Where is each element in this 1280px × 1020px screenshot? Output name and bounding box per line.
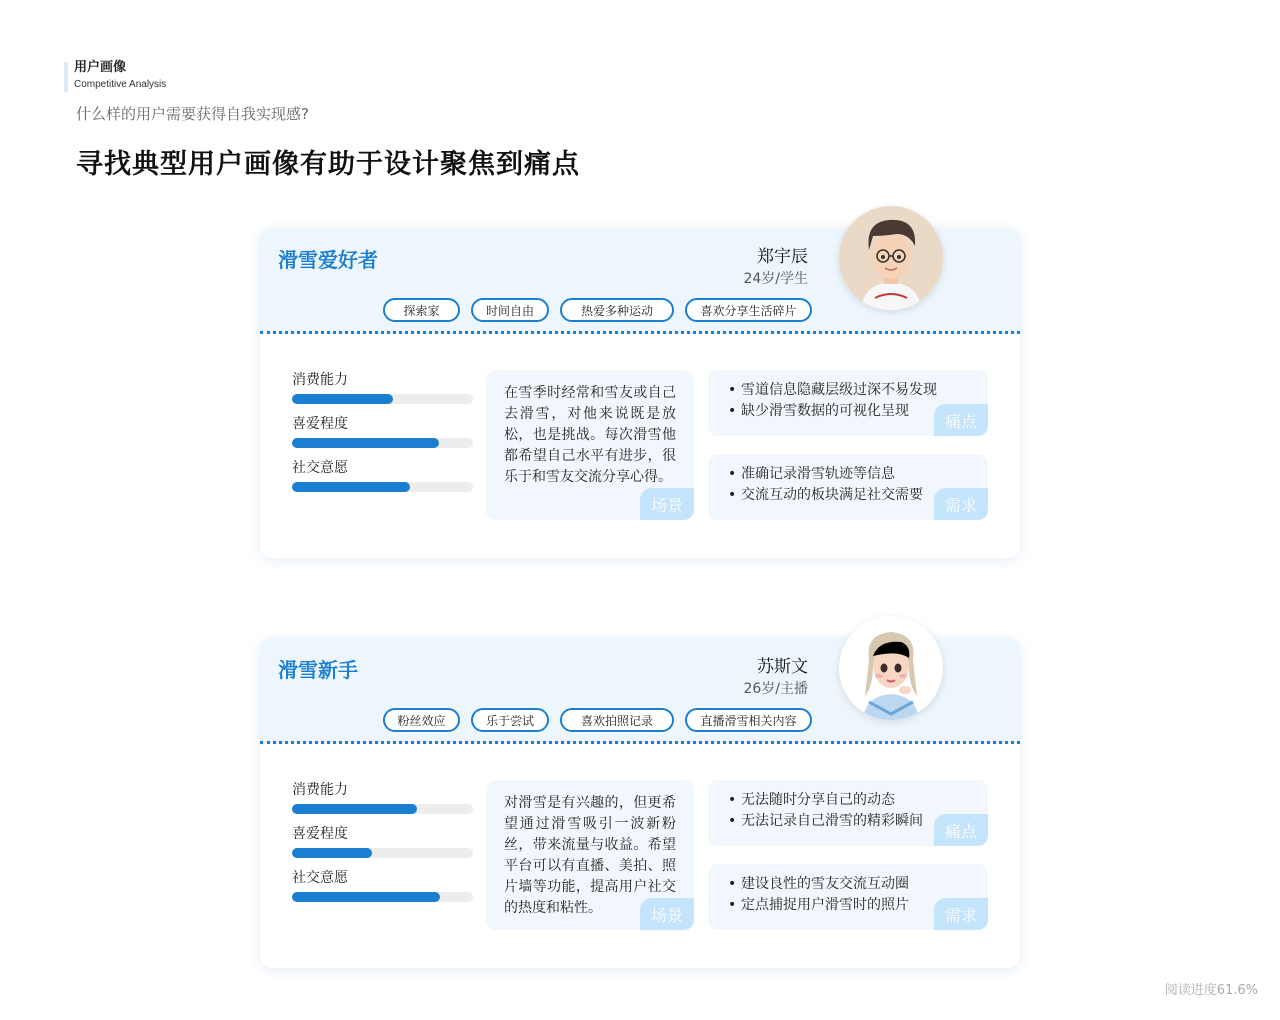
metric-label: 喜爱程度: [292, 416, 348, 432]
tag-list: [383, 708, 812, 732]
metric-label: 社交意愿: [292, 460, 348, 476]
metric-label: 社交意愿: [292, 870, 348, 886]
scene-text: 对滑雪是有兴趣的，但更希望通过滑雪吸引一波新粉丝，带来流量与收益。希望平台可以有直播、美拍、照片墙等功能，提高用户社交的热度和粘性。: [504, 795, 676, 916]
pain-panel: [708, 370, 988, 436]
persona-card: [260, 228, 1020, 558]
metric-bar: [292, 438, 439, 448]
scene-panel: [486, 780, 694, 930]
metric-label: 消费能力: [292, 782, 348, 798]
scene-label: 场景: [640, 898, 694, 930]
persona-meta: 26岁/主播: [743, 681, 808, 697]
female-avatar-icon: [839, 616, 943, 720]
page-headline: 寻找典型用户画像有助于设计聚焦到痛点: [76, 149, 580, 180]
section-subtitle: Competitive Analysis: [74, 79, 167, 90]
pain-label: 痛点: [934, 814, 988, 846]
metric-bar: [292, 848, 372, 858]
tag-list: [383, 298, 812, 322]
pain-item: • 缺少滑雪数据的可视化呈现: [728, 401, 988, 422]
persona-tag: 粉丝效应: [383, 708, 460, 732]
persona-name: 苏斯文: [757, 657, 808, 677]
metric-item: [292, 414, 473, 458]
metric-bar: [292, 394, 393, 404]
scene-label: 场景: [640, 488, 694, 520]
need-item: • 建设良性的雪友交流互动圈: [728, 874, 988, 895]
pain-panel: [708, 780, 988, 846]
persona-tag: 喜欢拍照记录: [560, 708, 674, 732]
metric-label: 喜爱程度: [292, 826, 348, 842]
need-label: 需求: [934, 488, 988, 520]
persona-type: 滑雪新手: [278, 658, 358, 682]
pain-item: • 雪道信息隐藏层级过深不易发现: [728, 380, 988, 401]
need-panel: [708, 864, 988, 930]
metric-item: [292, 458, 473, 502]
persona-tag: 乐于尝试: [471, 708, 549, 732]
need-item: • 交流互动的板块满足社交需要: [728, 485, 988, 506]
metric-track: [292, 804, 473, 814]
pain-item: • 无法记录自己滑雪的精彩瞬间: [728, 811, 988, 832]
persona-tag: 热爱多种运动: [560, 298, 674, 322]
persona-name: 郑宇辰: [757, 247, 808, 267]
section-header: [64, 60, 166, 92]
metric-label: 消费能力: [292, 372, 348, 388]
section-title: 用户画像: [74, 60, 127, 75]
scene-text: 在雪季时经常和雪友或自己去滑雪，对他来说既是放松，也是挑战。每次滑雪他都希望自己水平有进步，很乐于和雪友交流分享心得。: [504, 385, 676, 485]
need-item: • 准确记录滑雪轨迹等信息: [728, 464, 988, 485]
scene-panel: [486, 370, 694, 520]
metric-item: [292, 370, 473, 414]
persona-tag: 探索家: [383, 298, 460, 322]
metric-bar: [292, 892, 440, 902]
persona-tag: 直播滑雪相关内容: [685, 708, 812, 732]
metric-item: [292, 824, 473, 868]
persona-meta: 24岁/学生: [743, 271, 808, 287]
need-panel: [708, 454, 988, 520]
pain-item: • 无法随时分享自己的动态: [728, 790, 988, 811]
metric-item: [292, 868, 473, 912]
metric-track: [292, 394, 473, 404]
metric-bar: [292, 804, 417, 814]
pain-label: 痛点: [934, 404, 988, 436]
persona-tag: 喜欢分享生活碎片: [685, 298, 812, 322]
metric-item: [292, 780, 473, 824]
metric-list: [292, 370, 473, 502]
metric-track: [292, 892, 473, 902]
section-accent-bar: [64, 62, 68, 92]
metric-track: [292, 438, 473, 448]
metric-track: [292, 482, 473, 492]
metric-list: [292, 780, 473, 912]
metric-track: [292, 848, 473, 858]
question-text: 什么样的用户需要获得自我实现感?: [76, 105, 309, 123]
persona-card: [260, 638, 1020, 968]
need-item: • 定点捕捉用户滑雪时的照片: [728, 895, 988, 916]
metric-bar: [292, 482, 410, 492]
male-avatar-icon: [839, 206, 943, 310]
persona-type: 滑雪爱好者: [278, 248, 378, 272]
need-label: 需求: [934, 898, 988, 930]
reading-progress: 阅读进度61.6%: [1164, 983, 1258, 998]
persona-tag: 时间自由: [471, 298, 549, 322]
